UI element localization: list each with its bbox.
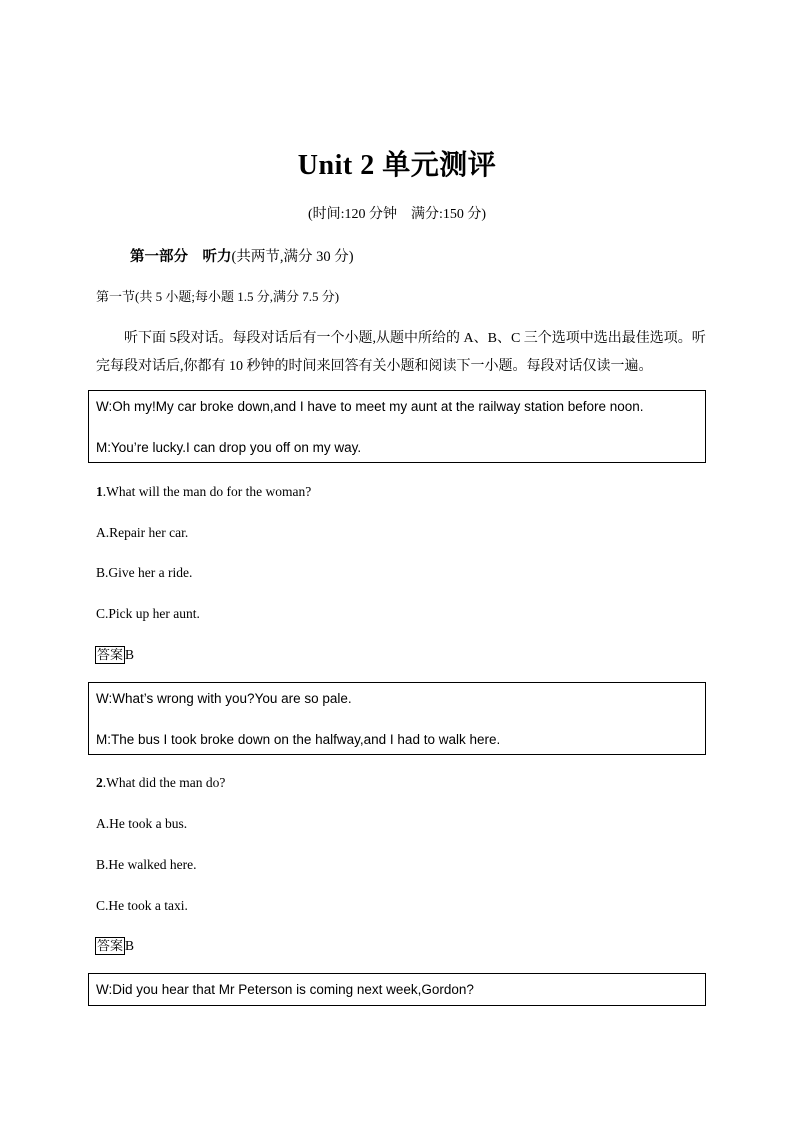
option-c: C.Pick up her aunt.: [96, 606, 200, 621]
page-title: Unit 2 单元测评: [297, 150, 497, 181]
question-text: .What did the man do?: [102, 775, 226, 790]
answer-value: B: [125, 647, 135, 662]
question-2: [96, 775, 225, 791]
instructions: 听下面 5段对话。每段对话后有一个小题,从题中所给的 A、B、C 三个选项中选出最佳选项。听完每段对话后,你都有 10 秒钟的时间来回答有关小题和阅读下一小题。每段对话仅读一遍。: [96, 331, 706, 374]
part-name: 第一部分 听力: [130, 249, 232, 265]
answer-2: [95, 937, 134, 955]
option-a: A.He took a bus.: [96, 816, 188, 831]
option-b: B.He walked here.: [96, 857, 197, 872]
answer-tag: 答案: [97, 647, 124, 662]
dialogue-box-2: [88, 682, 706, 755]
part-heading: [130, 245, 354, 266]
exam-time-info: (时间:120 分钟 满分:150 分): [307, 207, 487, 222]
option-b: B.Give her a ride.: [96, 565, 193, 580]
dialogue-line: W:Did you hear that Mr Peterson is coming next week,Gordon?: [96, 982, 474, 997]
section-heading: 第一节(共 5 小题;每小题 1.5 分,满分 7.5 分): [96, 289, 340, 304]
dialogue-box-3: [88, 973, 706, 1006]
question-number: 1: [96, 484, 103, 499]
dialogue-line: W:Oh my!My car broke down,and I have to meet my aunt at the railway station before noon.: [96, 399, 644, 414]
option-c: C.He took a taxi.: [96, 898, 188, 913]
part-note: (共两节,满分 30 分): [231, 249, 354, 265]
option-a: A.Repair her car.: [96, 525, 189, 540]
question-text: .What will the man do for the woman?: [102, 484, 312, 499]
dialogue-box-1: [88, 390, 706, 463]
dialogue-line: M:The bus I took broke down on the halfway,and I had to walk here.: [96, 732, 501, 747]
question-1: [96, 484, 311, 500]
question-number: 2: [96, 775, 103, 790]
answer-value: B: [125, 938, 135, 953]
dialogue-line: M:You’re lucky.I can drop you off on my way.: [96, 440, 362, 455]
answer-1: [95, 646, 134, 664]
answer-tag: 答案: [97, 938, 124, 953]
dialogue-line: W:What’s wrong with you?You are so pale.: [96, 691, 352, 706]
